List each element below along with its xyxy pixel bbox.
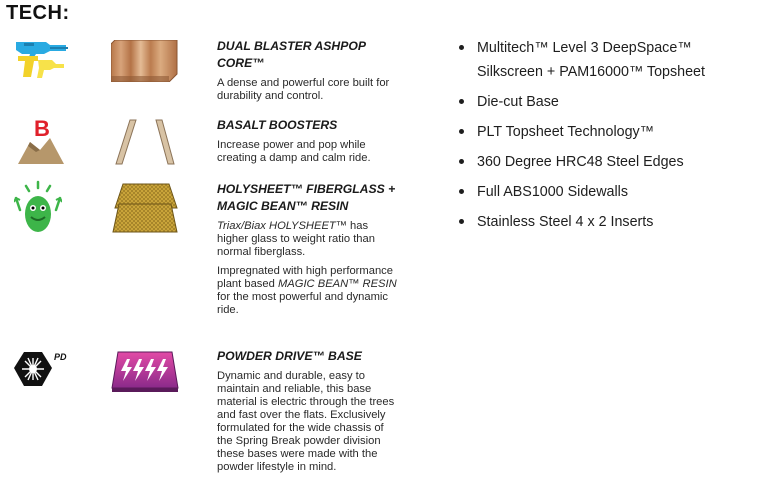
- list-item: 360 Degree HRC48 Steel Edges: [457, 150, 757, 174]
- page-title: TECH:: [6, 2, 70, 24]
- tech-item-description: Increase power and pop while creating a damp and calm ride.: [217, 139, 371, 164]
- tech-item-holysheet: [217, 181, 397, 317]
- tech-item-title: HOLYSHEET™ FIBERGLASS + MAGIC BEAN™ RESIN: [217, 182, 396, 213]
- list-item: PLT Topsheet Technology™: [457, 120, 757, 144]
- resin-desc-post: for the most powerful and dynamic ride.: [217, 291, 389, 316]
- list-item: Multitech™ Level 3 DeepSpace™ Silkscreen + PAM16000™ Topsheet: [457, 36, 757, 84]
- pd-badge: PD: [54, 352, 67, 362]
- holysheet-desc: has higher glass to weight ratio than normal fiberglass.: [217, 220, 375, 258]
- tech-item-title: DUAL BLASTER ASHPOP CORE™: [217, 39, 366, 70]
- tech-item-powder-drive: [217, 348, 397, 474]
- feature-list: [457, 36, 757, 240]
- tech-item-description: A dense and powerful core built for durability and control.: [217, 77, 390, 102]
- holysheet-name: Triax/Biax HOLYSHEET™: [217, 220, 347, 232]
- powder-drive-icon: [12, 348, 70, 394]
- lightning-base-icon: [110, 350, 180, 394]
- resin-name: MAGIC BEAN™ RESIN: [277, 278, 397, 290]
- tech-item-ashpop-core: [217, 38, 397, 103]
- tech-item-description: [217, 220, 397, 259]
- list-item: Stainless Steel 4 x 2 Inserts: [457, 210, 757, 234]
- blaster-icon: [10, 38, 70, 82]
- magic-bean-icon: [14, 180, 62, 236]
- tech-item-description: Dynamic and durable, easy to maintain and reliable, this base material is electric through the trees and fast over the flats. Exclusively formulated for the wide chassis of the Spring Break powder division these bases were made with the powder lifestyle in mind.: [217, 370, 395, 473]
- tech-item-description-2: [217, 265, 397, 317]
- svg-text:B: B: [34, 116, 50, 141]
- resin-desc-pre: Impregnated with high performance plant based: [217, 265, 393, 290]
- wood-core-icon: [111, 40, 179, 82]
- fiberglass-layers-icon: [111, 182, 179, 236]
- tech-item-title: BASALT BOOSTERS: [217, 118, 338, 132]
- list-item: Full ABS1000 Sidewalls: [457, 180, 757, 204]
- tech-item-basalt-boosters: [217, 117, 397, 165]
- mountain-b-icon: [16, 116, 66, 166]
- list-item: Die-cut Base: [457, 90, 757, 114]
- basalt-strips-icon: [112, 118, 180, 166]
- tech-item-title: POWDER DRIVE™ BASE: [217, 349, 362, 363]
